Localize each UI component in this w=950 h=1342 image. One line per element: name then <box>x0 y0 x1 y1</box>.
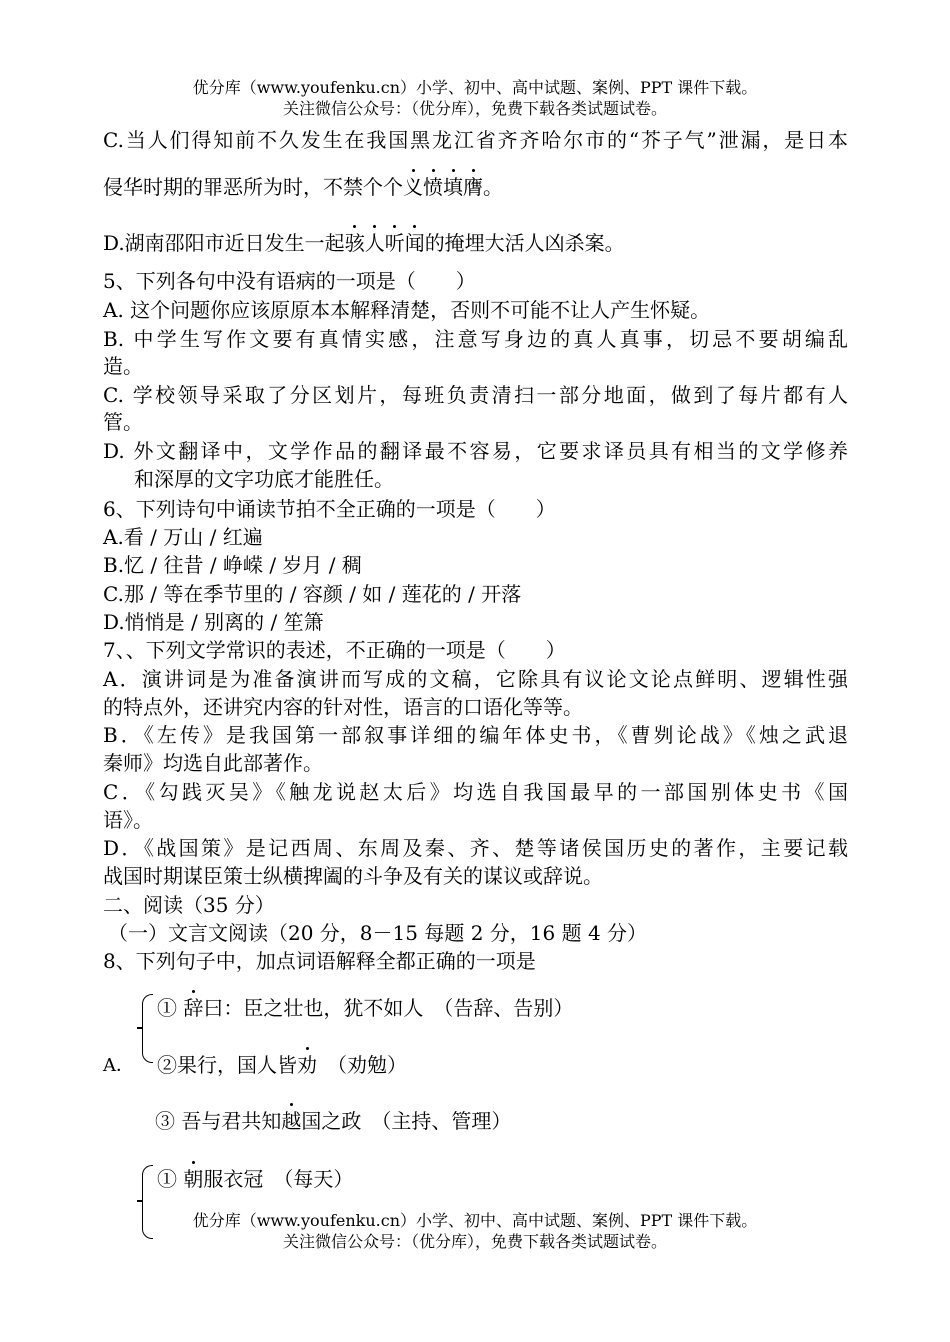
item-text-pre: ②果行，国人皆 <box>157 1053 297 1077</box>
q6-option-a: A.看 / 万山 / 红遍 <box>103 525 263 549</box>
dotted-char: 越 <box>281 1109 302 1133</box>
item-text: 曰：臣之壮也，犹不如人 （告辞、告别） <box>203 996 574 1020</box>
q5-option-a: A. 这个问题你应该原原本本解释清楚，否则不可能不让人产生怀疑。 <box>103 298 711 322</box>
q8-option-b-item-1 <box>157 1166 353 1192</box>
q8-option-a-label: A． <box>103 1055 134 1076</box>
item-text: 服衣冠 （每天） <box>203 1167 354 1191</box>
option-b-brace-tip <box>137 1200 143 1202</box>
q7-option-c-line2: 语》。 <box>103 808 153 832</box>
option-a-brace <box>142 994 153 1063</box>
section-2-title: 二、阅读（35 分） <box>103 893 275 917</box>
option-a-brace-tip <box>137 1027 143 1029</box>
dotted-char: 人 <box>364 231 385 255</box>
item-number: ① <box>157 996 177 1020</box>
footer-line-1: 优分库（www.youfenku.cn）小学、初中、高中试题、案例、PPT 课件下载。 <box>192 1211 758 1230</box>
q6-option-d: D.悄悄是 / 别离的 / 笙箫 <box>103 610 324 634</box>
header-line-2: 关注微信公众号：（优分库），免费下载各类试题试卷。 <box>282 99 667 118</box>
q6-option-c: C.那 / 等在季节里的 / 容颜 / 如 / 莲花的 / 开落 <box>103 582 522 606</box>
q8-option-a-item-3 <box>155 1108 511 1134</box>
q5-option-b-line1: B. 中学生写作文要有真情实感，注意写身边的真人真事，切忌不要胡编乱 <box>103 327 848 351</box>
q8-stem: 8、下列句子中，加点词语解释全都正确的一项是 <box>103 949 536 973</box>
q4-c-text-pre: 侵华时期的罪恶所为时，不禁个个 <box>103 175 403 199</box>
q7-option-b-line1: B．《左传》是我国第一部叙事详细的编年体史书，《曹刿论战》《烛之武退 <box>103 723 848 747</box>
dotted-char: 听 <box>384 231 405 255</box>
q5-option-c-line2: 管。 <box>103 410 143 434</box>
q7-option-a-line1: A．演讲词是为准备演讲而写成的文稿，它除具有议论文论点鲜明、逻辑性强 <box>103 667 848 691</box>
q8-option-a-item-2 <box>157 1052 407 1078</box>
q7-option-a-line2: 的特点外，还讲究内容的针对性，语言的口语化等等。 <box>103 695 583 719</box>
item-text: 国之政 （主持、管理） <box>301 1109 512 1133</box>
q7-option-b-line2: 秦师》均选自此部著作。 <box>103 751 323 775</box>
section-2-subtitle: （一）文言文阅读（20 分，8－15 每题 2 分，16 题 4 分） <box>108 921 648 945</box>
dotted-char: 劝 <box>297 1053 317 1077</box>
q4-c-text-post: 。 <box>483 175 503 199</box>
q5-option-d-line1: D. 外文翻译中，文学作品的翻译最不容易，它要求译员具有相当的文学修养 <box>103 439 848 463</box>
q8-option-a-item-1 <box>157 995 573 1021</box>
q4-option-c-line1: C.当人们得知前不久发生在我国黑龙江省齐齐哈尔市的“芥子气”泄漏，是日本 <box>103 128 848 152</box>
dotted-char: 辞 <box>183 996 204 1020</box>
dotted-char: 骇 <box>344 231 365 255</box>
q6-option-b: B.忆 / 往昔 / 峥嵘 / 岁月 / 稠 <box>103 553 362 577</box>
dotted-char: 义 <box>403 175 423 199</box>
q4-d-text-post: 的掩埋大活人凶杀案。 <box>424 231 625 255</box>
q6-stem: 6、下列诗句中诵读节拍不全正确的一项是（ ） <box>103 497 556 521</box>
item-text-pre: ③ 吾与君共知 <box>155 1109 282 1133</box>
dotted-char: 愤 <box>423 175 443 199</box>
q5-option-c-line1: C. 学校领导采取了分区划片，每班负责清扫一部分地面，做到了每片都有人 <box>103 383 848 407</box>
footer-line-2: 关注微信公众号：（优分库），免费下载各类试题试卷。 <box>282 1232 667 1251</box>
item-text: （劝勉） <box>317 1053 407 1077</box>
dotted-char: 闻 <box>404 231 425 255</box>
q4-option-c-line2 <box>103 174 848 200</box>
q5-option-d-line2: 和深厚的文字功底才能胜任。 <box>134 467 394 491</box>
q7-option-d-line2: 战国时期谋臣策士纵横捭阖的斗争及有关的谋议或辞说。 <box>103 864 603 888</box>
q4-d-text-pre: D.湖南邵阳市近日发生一起 <box>103 231 345 255</box>
dotted-char: 填 <box>443 175 463 199</box>
q5-option-b-line2: 造。 <box>103 354 143 378</box>
dotted-char: 朝 <box>183 1167 204 1191</box>
header-line-1: 优分库（www.youfenku.cn）小学、初中、高中试题、案例、PPT 课件下载。 <box>192 78 758 97</box>
item-number: ① <box>157 1167 177 1191</box>
q7-option-c-line1: C．《勾践灭吴》《触龙说赵太后》均选自我国最早的一部国别体史书《国 <box>103 780 848 804</box>
q7-option-d-line1: D．《战国策》是记西周、东周及秦、齐、楚等诸侯国历史的著作，主要记载 <box>103 836 848 860</box>
q5-stem: 5、下列各句中没有语病的一项是（ ） <box>103 269 476 293</box>
dotted-char: 膺 <box>463 175 483 199</box>
q7-stem: 7、、下列文学常识的表述，不正确的一项是（ ） <box>103 638 566 662</box>
q4-option-d <box>103 230 848 256</box>
